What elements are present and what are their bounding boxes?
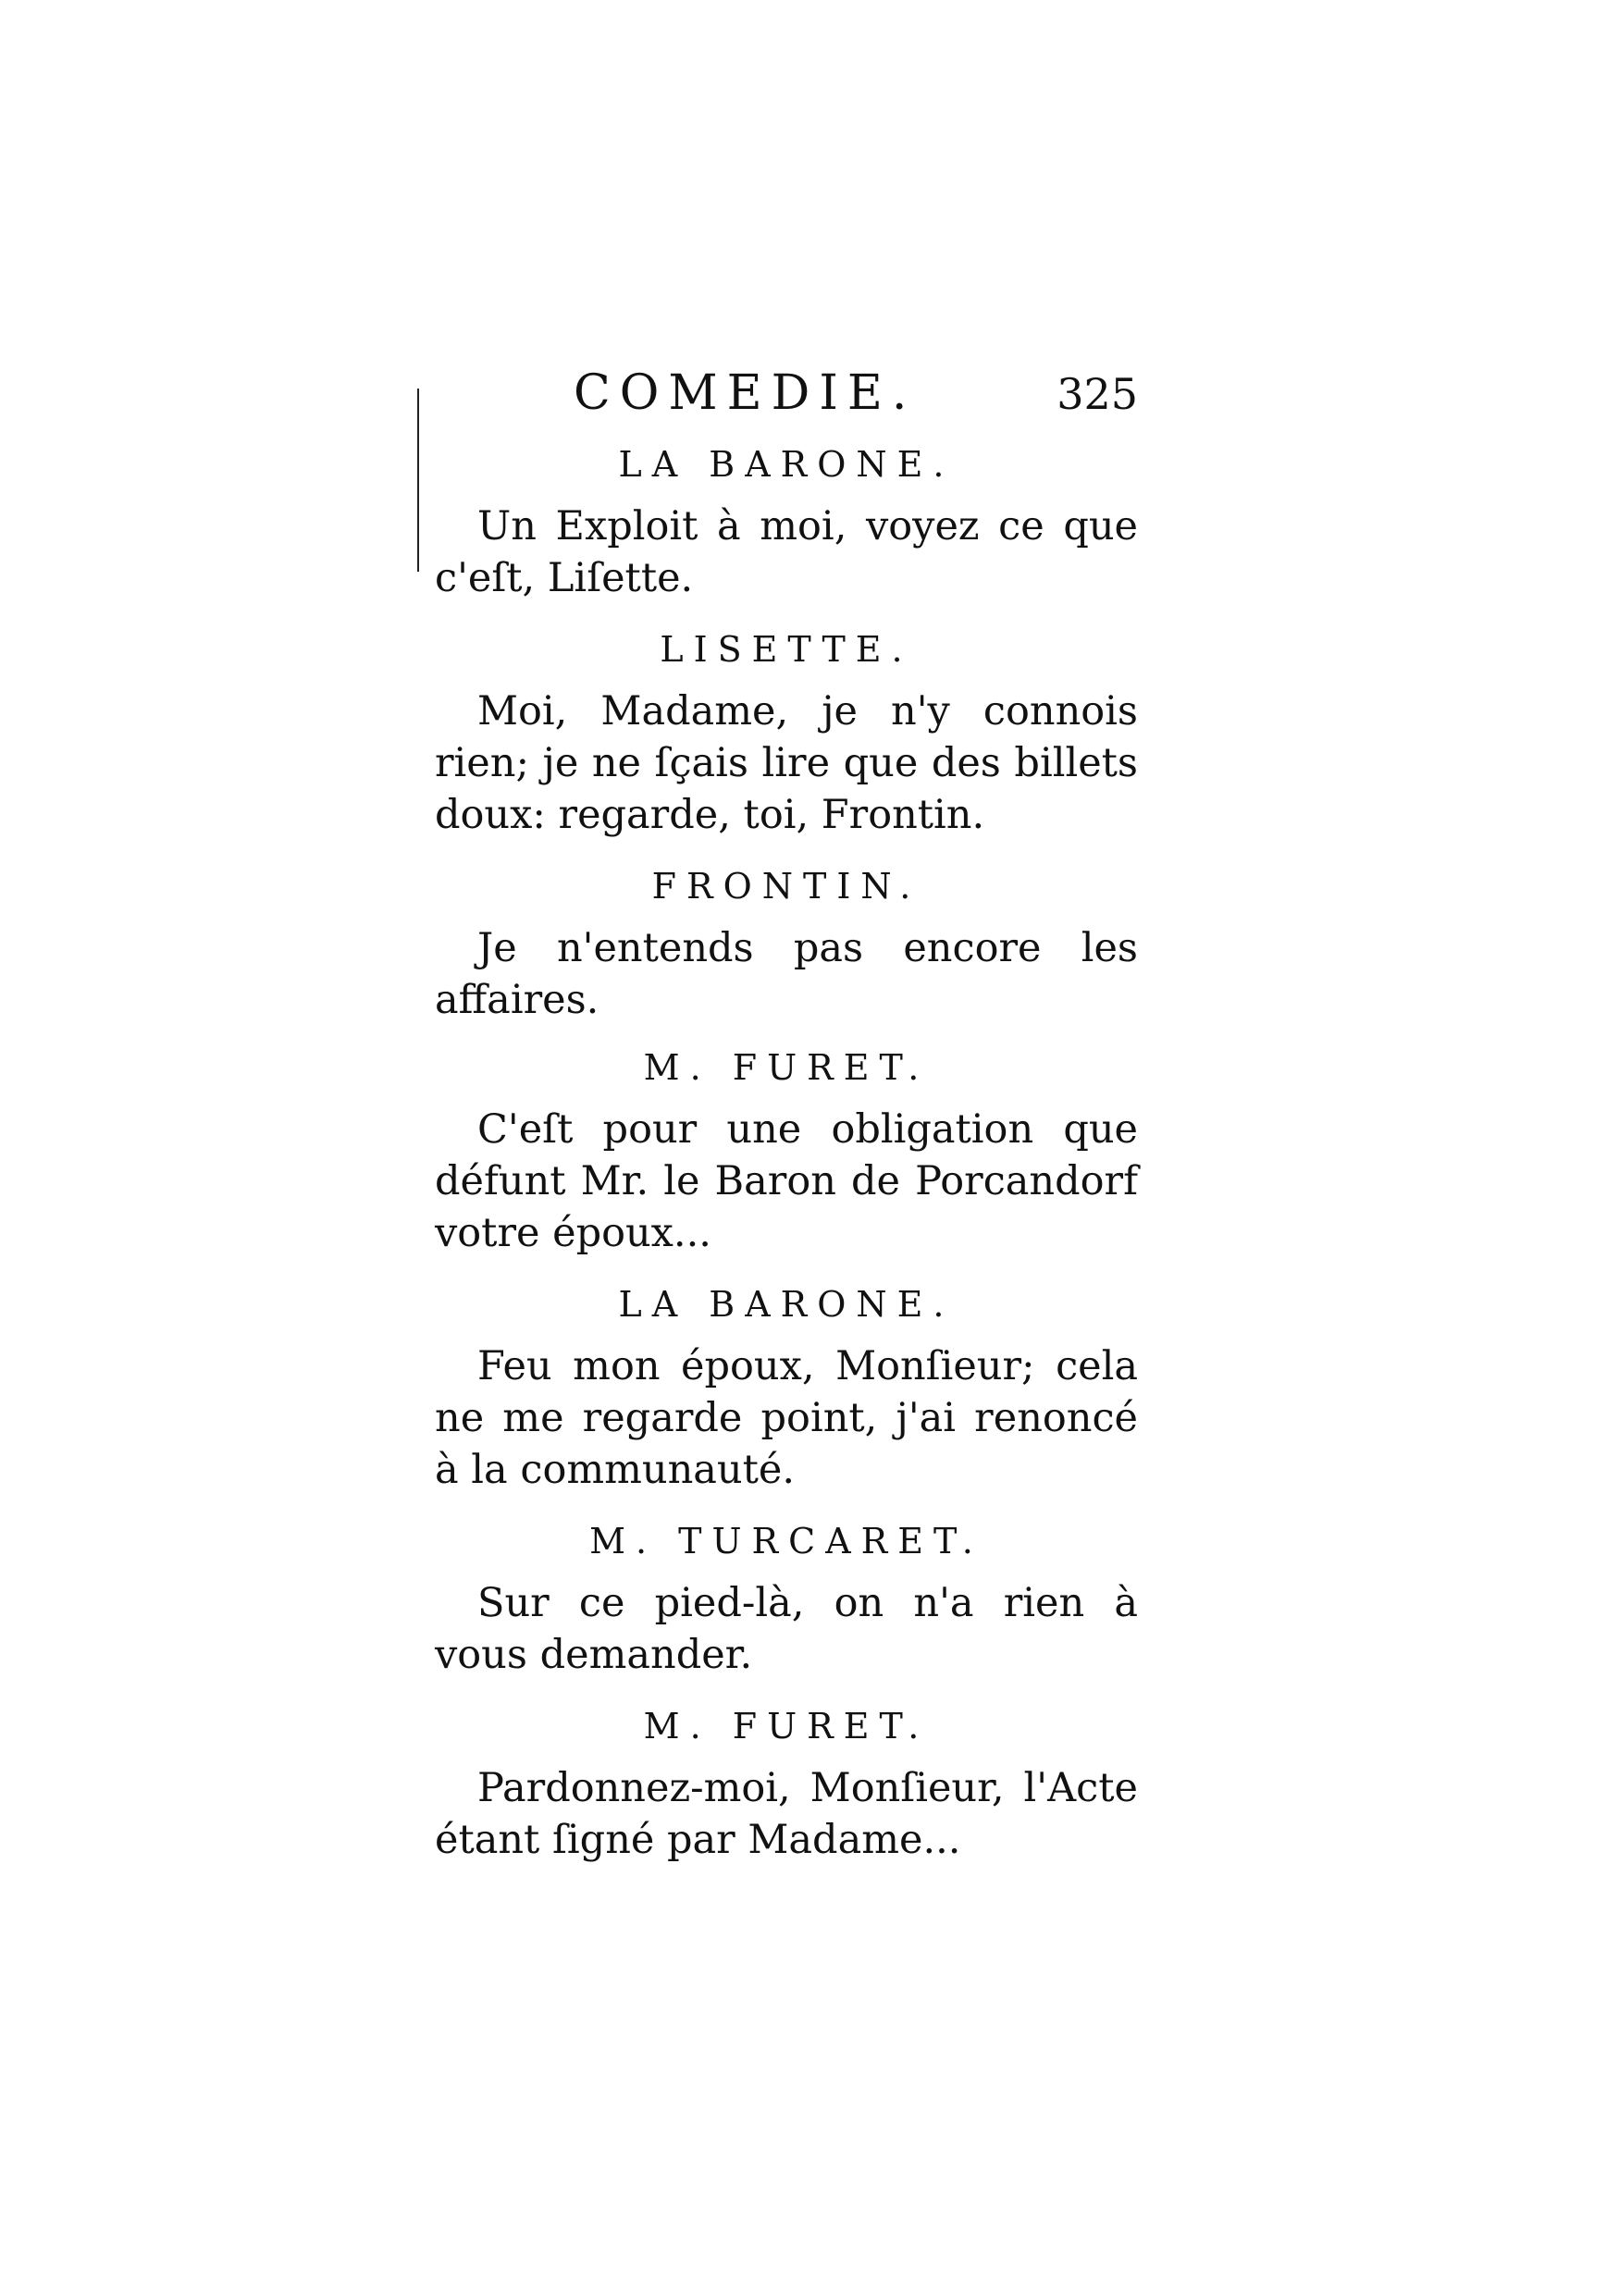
margin-rule-tick bbox=[417, 544, 419, 572]
speaker-name: M. FURET. bbox=[643, 1047, 930, 1088]
speaker-name: FRONTIN. bbox=[651, 866, 921, 907]
speech-text: Feu mon époux, Monſieur; cela ne me regarde point, j'ai renoncé à la communauté. bbox=[435, 1343, 1138, 1493]
speaker-name: LISETTE. bbox=[660, 629, 913, 670]
running-title: COMEDIE. bbox=[574, 365, 917, 421]
speaker-name: LA BARONE. bbox=[618, 1284, 955, 1325]
page-number: 325 bbox=[1057, 369, 1138, 419]
speech-text: Un Exploit à moi, voyez ce que c'eſt, Liſette. bbox=[435, 503, 1138, 601]
speaker-name: LA BARONE. bbox=[618, 444, 955, 485]
speech-text: Je n'entends pas encore les affaires. bbox=[435, 925, 1138, 1023]
page-text-block bbox=[435, 365, 1138, 1882]
running-head bbox=[435, 365, 1138, 430]
speech-text: C'eſt pour une obligation que défunt Mr. le Baron de Porcandorf votre époux... bbox=[435, 1106, 1138, 1256]
speech-text: Moi, Madame, je n'y connois rien; je ne ſçais lire que des billets doux: regarde, toi, Frontin. bbox=[435, 688, 1138, 838]
speech-text: Sur ce pied-là, on n'a rien à vous demander. bbox=[435, 1580, 1138, 1678]
speech-text: Pardonnez-moi, Monſieur, l'Acte étant ſigné par Madame... bbox=[435, 1765, 1138, 1863]
margin-rule bbox=[417, 389, 419, 550]
speaker-name: M. TURCARET. bbox=[589, 1521, 983, 1562]
speaker-name: M. FURET. bbox=[643, 1706, 930, 1747]
